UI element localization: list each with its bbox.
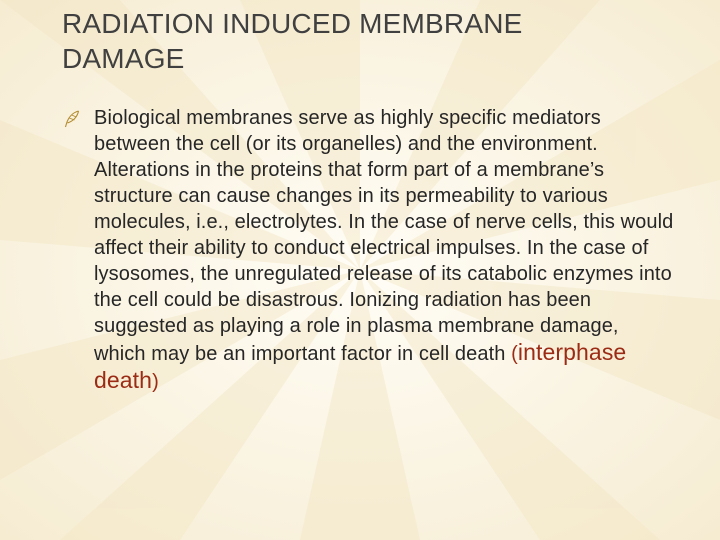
body-main-text: Biological membranes serve as highly specific mediators between the cell (or its organelles) and the environment. Alterations in the proteins that form part of a membrane’s structure can cause changes in its permeability to various molecules, i.e., electrolytes. In the case of nerve cells, this would affect their ability to conduct electrical impulses. In the case of lysosomes, the unregulated release of its catabolic enzymes into the cell could be disastrous. Ionizing radiation has been suggested as playing a role in plasma membrane damage, which may be an important factor in cell death <box>94 107 674 365</box>
bullet-paragraph <box>94 105 674 395</box>
slide-title <box>62 6 662 76</box>
title-line-1: RADIATION INDUCED MEMBRANE <box>62 8 523 39</box>
title-line-2: DAMAGE <box>62 43 185 74</box>
body-accent-term: interphase death <box>94 339 627 393</box>
body-open-paren: ( <box>511 343 518 365</box>
body-close-paren: ) <box>152 371 159 393</box>
feather-quill-icon <box>64 110 80 128</box>
